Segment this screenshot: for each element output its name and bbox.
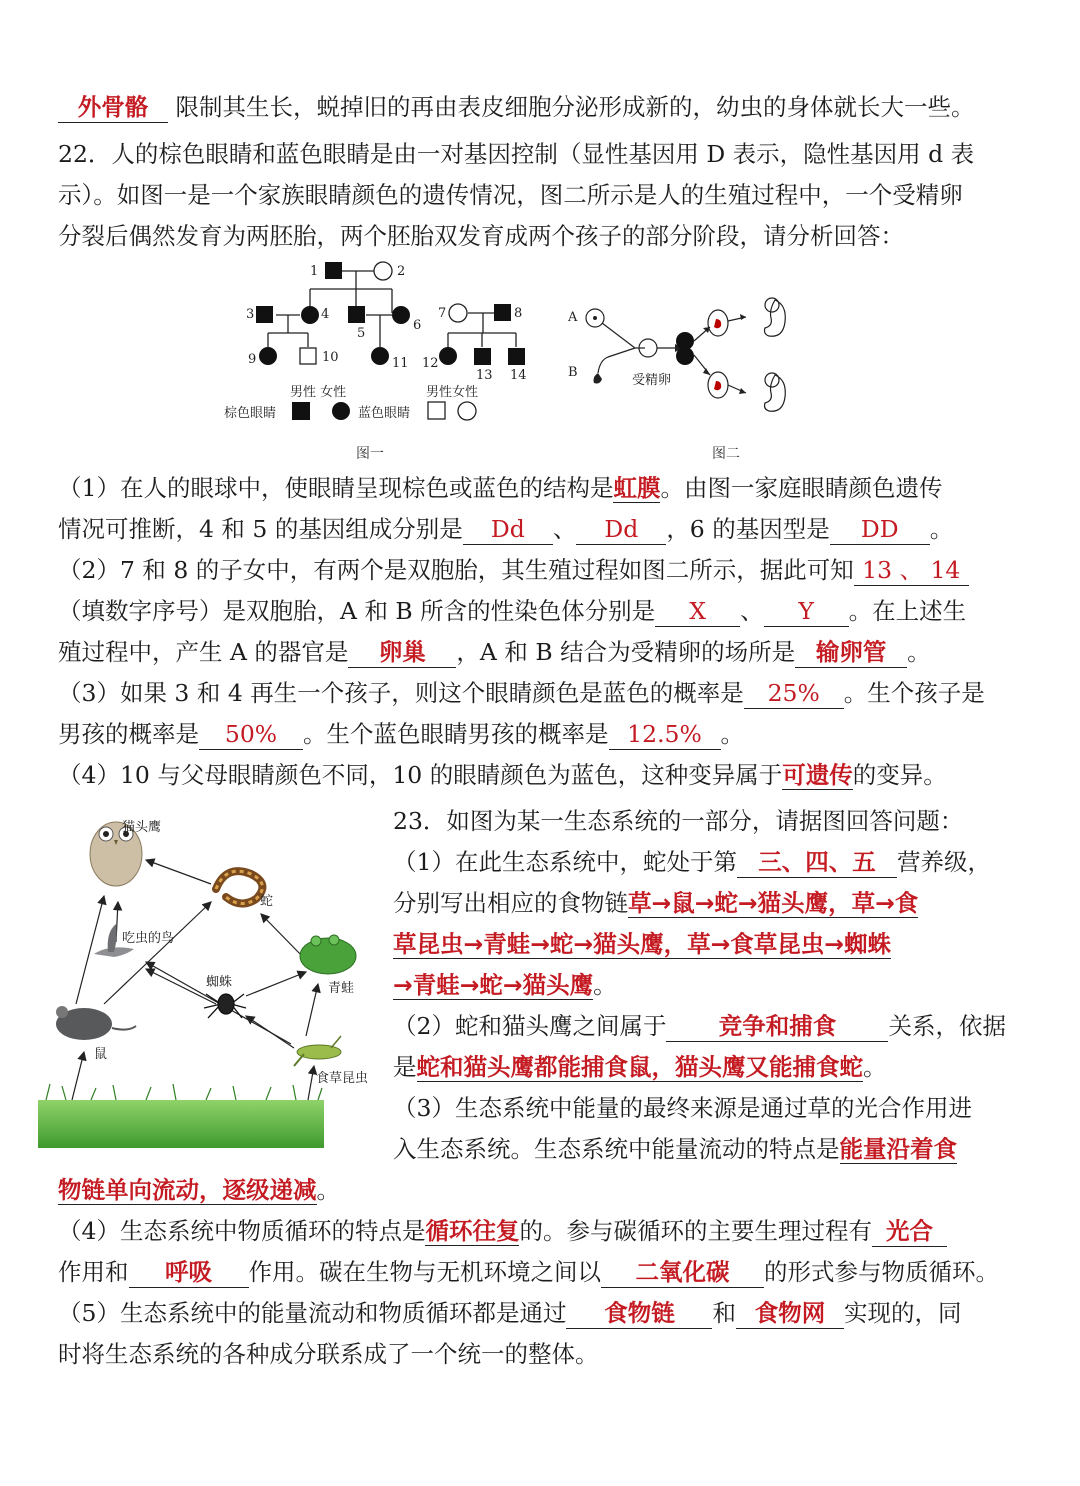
- answer-a-chromosome: X: [689, 597, 707, 625]
- label-b: B: [568, 365, 578, 380]
- label-12: 12: [422, 356, 439, 371]
- q22-p2-line-3: 殖过程中，产生 A 的器官是 卵巢 ，A 和 B 结合为受精卵的场所是 输卵管 。: [58, 638, 931, 666]
- grass-blades: [46, 1084, 322, 1100]
- arrow-insect-frog: [306, 984, 318, 1036]
- label-14: 14: [510, 368, 527, 383]
- answer-ovary: 卵巢: [378, 638, 426, 666]
- answer-energy-flow-2: 物链单向流动，逐级递减: [58, 1176, 317, 1204]
- embryo-cell-2: [676, 347, 694, 365]
- answer-heritable: 可遗传: [782, 761, 853, 789]
- food-web-figure: [36, 804, 371, 1150]
- fig2-caption: 图二: [712, 446, 740, 462]
- owl-label: 猫头鹰: [122, 820, 162, 835]
- legend-blue-female: [458, 402, 476, 420]
- answer-boy-prob: 50%: [224, 720, 278, 748]
- q23-p5-line-2: 时将生态系统的各种成分联系成了一个统一的整体。: [58, 1340, 599, 1368]
- answer-iris: 虹膜: [613, 474, 661, 502]
- grasshopper-icon: [294, 1036, 341, 1066]
- answer-cycle: 循环往复: [425, 1217, 520, 1245]
- person-1: [325, 262, 342, 279]
- label-6: 6: [413, 318, 422, 333]
- q23-p2-line-1: （2）蛇和猫头鹰之间属于 竞争和捕食 关系，依据: [393, 1012, 1006, 1040]
- q22-p3-line-2: 男孩的概率是 50% 。生个蓝色眼睛男孩的概率是 12.5% 。: [58, 720, 744, 748]
- label-zygote: 受精卵: [632, 373, 672, 388]
- answer-respiration: 呼吸: [165, 1258, 212, 1286]
- person-8: [494, 304, 511, 321]
- answer-blue-boy-prob: 12.5%: [627, 720, 702, 748]
- q23-p5-line-1: （5）生态系统中的能量流动和物质循环都是通过 食物链 和 食物网 实现的，同: [58, 1299, 962, 1327]
- answer-food-chain-2: 草昆虫→青蛙→蛇→猫头鹰，草→食草昆虫→蜘蛛: [393, 930, 891, 958]
- insect-label: 食草昆虫: [316, 1071, 369, 1086]
- person-13: [474, 348, 491, 365]
- legend-blue-male: [428, 402, 445, 419]
- answer-oviduct: 输卵管: [815, 638, 887, 666]
- legend-blue: 蓝色眼睛: [358, 406, 411, 421]
- person-7: [449, 304, 467, 322]
- legend-mf-2: 男性女性: [426, 385, 479, 400]
- q22-p2-line-2: （填数字序号）是双胞胎，A 和 B 所含的性染色体分别是 X 、 Y 。在上述生: [58, 597, 967, 625]
- pedigree-figure: [220, 255, 540, 430]
- answer-genotype-4: Dd: [490, 515, 525, 543]
- answer-blue-prob: 25%: [767, 679, 820, 707]
- q23-p4-line-2: 作用和 呼吸 作用。碳在生物与无机环境之间以 二氧化碳 的形式参与物质循环。: [58, 1258, 999, 1286]
- label-10: 10: [322, 350, 339, 365]
- arrow-snake-owl: [146, 860, 211, 884]
- embryo-2: [714, 381, 721, 390]
- q22-intro-line-3: 分裂后偶然发育为两胚胎，两个胚胎双发育成两个孩子的部分阶段，请分析回答：: [58, 222, 904, 250]
- answer-food-chain-1: 草→鼠→蛇→猫头鹰，草→食: [628, 889, 919, 917]
- person-9: [259, 347, 277, 365]
- label-4: 4: [321, 307, 330, 322]
- arrow-mouse-owl: [76, 896, 104, 1004]
- person-2: [374, 262, 392, 280]
- q22-p1-line-1: （1）在人的眼球中，使眼睛呈现棕色或蓝色的结构是虹膜。由图一家庭眼睛颜色遗传: [58, 474, 943, 502]
- answer-relationship: 竞争和捕食: [718, 1012, 837, 1040]
- q22-p3-line-1: （3）如果 3 和 4 再生一个孩子，则这个眼睛颜色是蓝色的概率是 25% 。生个孩子是: [58, 679, 985, 707]
- label-9: 9: [248, 352, 257, 367]
- spider-label: 蜘蛛: [206, 975, 233, 990]
- q23-p1-line-3: [393, 927, 891, 961]
- q23-p1-line-2: 分别写出相应的食物链草→鼠→蛇→猫头鹰，草→食: [393, 889, 919, 917]
- spider-icon: [204, 994, 246, 1018]
- snake-icon: [216, 871, 262, 903]
- arrow-spider-frog: [246, 972, 306, 996]
- q23-p1-line-1: （1）在此生态系统中，蛇处于第 三、四、五 营养级，: [393, 848, 991, 876]
- answer-energy-flow-1: 能量沿着食: [839, 1135, 957, 1163]
- label-1: 1: [310, 264, 319, 279]
- fig1-caption: 图一: [356, 446, 384, 462]
- q22-p2-line-1: （2）7 和 8 的子女中，有两个是双胞胎，其生殖过程如图二所示，据此可知 13 、 14: [58, 553, 969, 587]
- arrow-grass-mouse: [72, 1052, 84, 1100]
- arrow-5: [739, 388, 746, 394]
- person-5: [348, 306, 365, 323]
- legend-brown: 棕色眼睛: [224, 406, 277, 421]
- answer-food-web: 食物网: [754, 1299, 826, 1327]
- frog-icon: [300, 935, 356, 974]
- q23-p3-line-3: 物链单向流动，逐级递减。: [58, 1176, 340, 1204]
- label-13: 13: [476, 368, 493, 383]
- answer-reason: 蛇和猫头鹰都能捕食鼠，猫头鹰又能捕食蛇: [416, 1053, 863, 1081]
- answer-food-chain: 食物链: [604, 1299, 675, 1327]
- legend-brown-male: [292, 402, 310, 420]
- arrow-grass-insect: [308, 1066, 314, 1100]
- label-11: 11: [392, 356, 409, 371]
- answer-exoskeleton-blank: 外骨骼: [58, 92, 168, 123]
- label-7: 7: [438, 306, 447, 321]
- q22-p1-line-2: 情况可推断，4 和 5 的基因组成分别是 Dd 、 Dd ，6 的基因型是 DD 。: [58, 515, 954, 543]
- mouse-icon: [56, 1006, 136, 1040]
- label-5: 5: [357, 326, 366, 341]
- grass: [38, 1100, 324, 1148]
- person-3: [256, 306, 273, 323]
- legend-brown-female: [332, 402, 350, 420]
- q23-p2-line-2: 是蛇和猫头鹰都能捕食鼠，猫头鹰又能捕食蛇。: [393, 1053, 887, 1081]
- egg-nucleus: [593, 316, 597, 320]
- q22-p4-line: （4）10 与父母眼睛颜色不同，10 的眼睛颜色为蓝色，这种变异属于可遗传的变异。: [58, 761, 947, 789]
- label-8: 8: [514, 306, 523, 321]
- label-3: 3: [246, 307, 255, 322]
- q22-intro-line-1: 22．人的棕色眼睛和蓝色眼睛是由一对基因控制（显性基因用 D 表示，隐性基因用 d 表: [58, 140, 975, 168]
- answer-genotype-5: Dd: [604, 515, 639, 543]
- sperm-head: [594, 373, 603, 384]
- arrow-frog-snake: [261, 914, 304, 958]
- answer-genotype-6: DD: [860, 515, 899, 543]
- legend-mf-1: 男性 女性: [290, 385, 347, 400]
- person-10: [300, 348, 316, 364]
- reproduction-figure: [560, 285, 810, 425]
- answer-b-chromosome: Y: [798, 597, 814, 625]
- person-14: [508, 348, 525, 365]
- answer-photosynthesis: 光合: [885, 1217, 933, 1245]
- q23-intro: 23．如图为某一生态系统的一部分，请据图回答问题：: [393, 807, 964, 835]
- bird-label: 吃虫的鸟: [122, 931, 175, 946]
- q23-p3-line-2: 入生态系统。生态系统中能量流动的特点是能量沿着食: [393, 1135, 957, 1163]
- mouse-label: 鼠: [94, 1047, 108, 1062]
- arrow-3: [703, 368, 710, 375]
- embryo-1: [714, 319, 721, 328]
- label-a: A: [568, 310, 578, 325]
- top-text: 限制其生长，蜕掉旧的再由表皮细胞分泌形成新的，幼虫的身体就长大一些。: [175, 93, 975, 121]
- answer-food-chain-3: →青蛙→蛇→猫头鹰: [393, 971, 594, 999]
- q23-p4-line-1: （4）生态系统中物质循环的特点是循环往复的。参与碳循环的主要生理过程有 光合: [58, 1214, 947, 1248]
- person-6: [392, 306, 410, 324]
- q23-p3-line-1: （3）生态系统中能量的最终来源是通过草的光合作用进: [393, 1094, 972, 1122]
- answer-trophic-levels: 三、四、五: [758, 848, 876, 876]
- snake-label: 蛇: [260, 894, 274, 909]
- arrow-4: [740, 314, 746, 320]
- frog-label: 青蛙: [328, 981, 355, 996]
- person-11: [371, 347, 389, 365]
- top-line: [58, 90, 974, 124]
- q22-intro-line-2: 示）。如图一是一个家族眼睛颜色的遗传情况，图二所示是人的生殖过程中，一个受精卵: [58, 181, 963, 209]
- person-4: [301, 306, 319, 324]
- arrow-insect-spider: [246, 1016, 294, 1048]
- label-2: 2: [397, 264, 406, 279]
- q23-p1-line-4: →青蛙→蛇→猫头鹰。: [393, 971, 617, 999]
- answer-co2: 二氧化碳: [635, 1258, 730, 1286]
- answer-twins: 13 、 14: [862, 556, 961, 584]
- person-12: [439, 347, 457, 365]
